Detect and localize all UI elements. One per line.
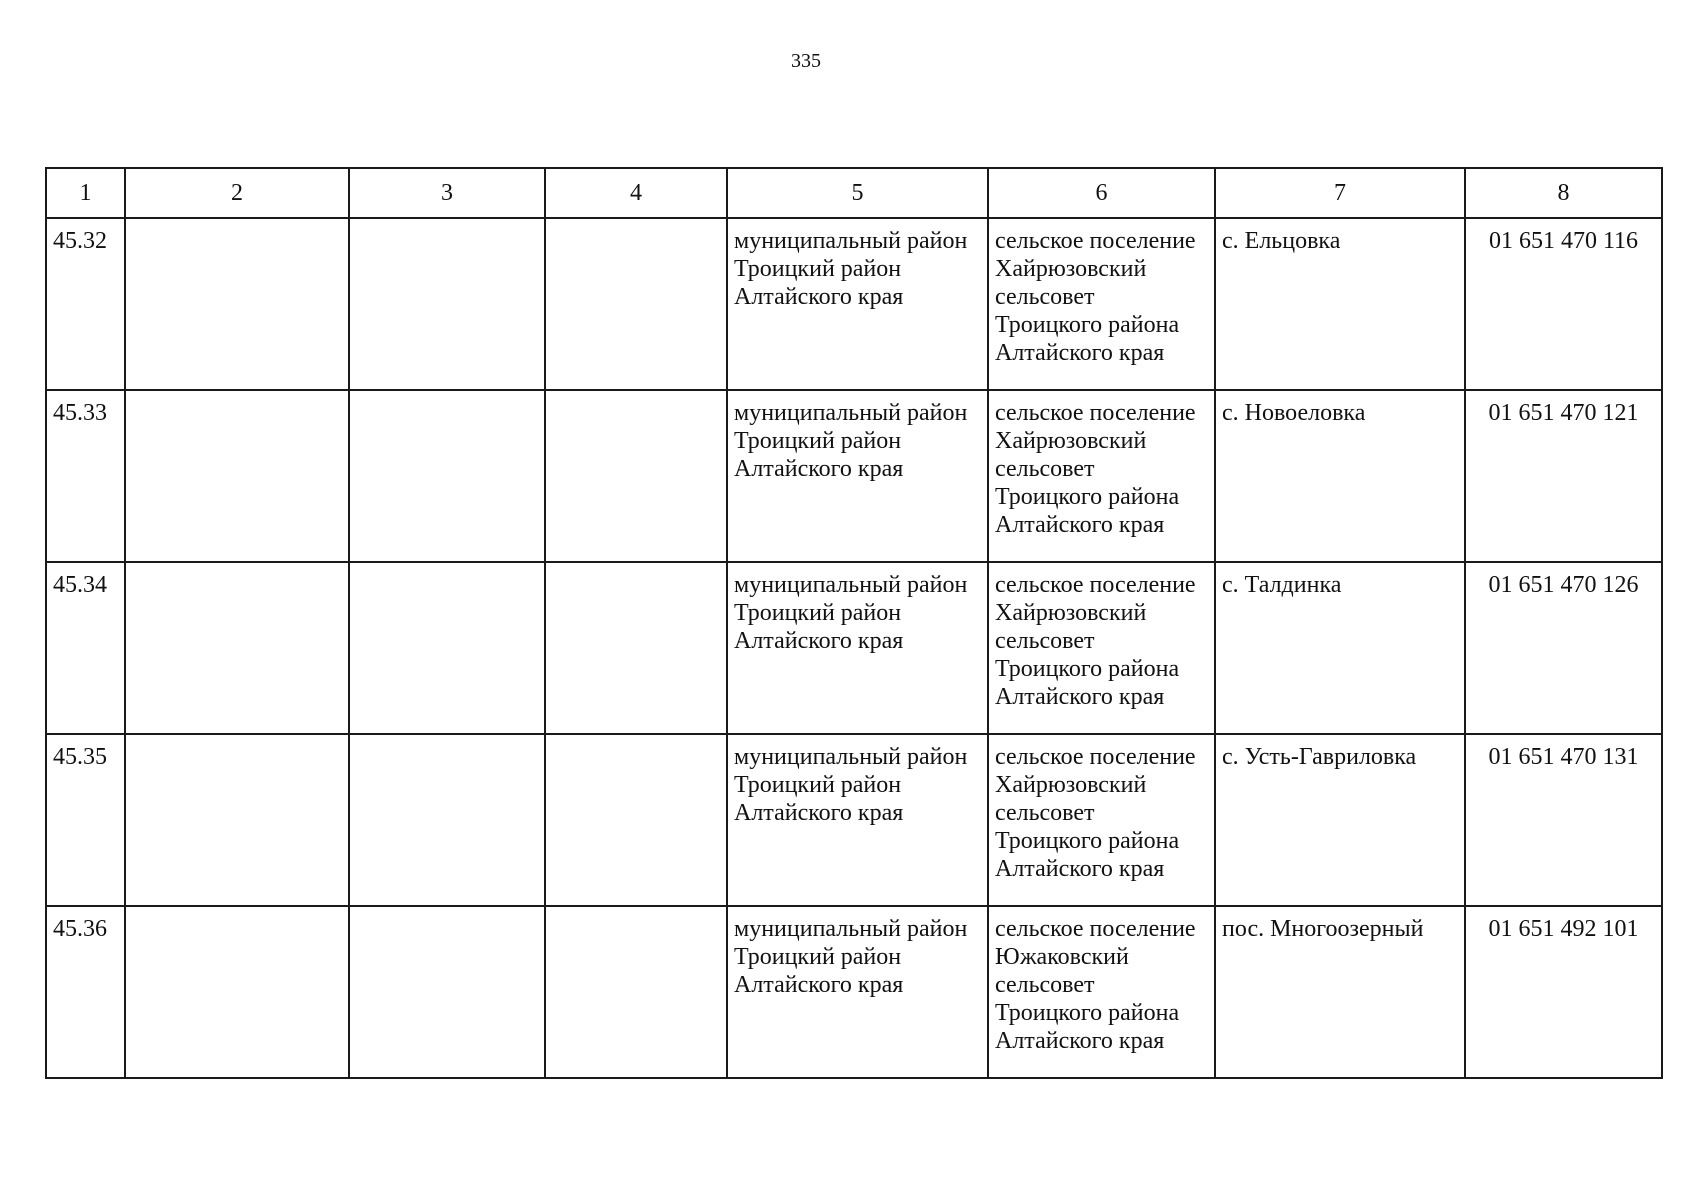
header-cell: 8 <box>1465 168 1662 218</box>
column-2-cell <box>125 906 349 1078</box>
column-2-cell <box>125 734 349 906</box>
oktmo-code: 01 651 470 126 <box>1488 572 1639 598</box>
header-cell: 3 <box>349 168 545 218</box>
oktmo-code: 01 651 470 131 <box>1488 744 1639 770</box>
row-number: 45.36 <box>53 916 107 942</box>
settlement-line: сельсовет <box>995 456 1095 482</box>
table-header <box>46 168 1662 218</box>
oktmo-code: 01 651 470 121 <box>1488 400 1639 426</box>
settlement-line: Троицкого района <box>995 1000 1180 1026</box>
settlement-line: сельское поселение <box>995 572 1196 598</box>
header-cell: 1 <box>46 168 125 218</box>
header-cell: 7 <box>1215 168 1465 218</box>
settlement-line: сельское поселение <box>995 744 1196 770</box>
settlement-line: Южаковский <box>995 944 1129 970</box>
district-line: муниципальный район <box>734 572 968 598</box>
district-line: муниципальный район <box>734 744 968 770</box>
settlement-cell <box>988 218 1215 390</box>
settlement-line: Алтайского края <box>995 340 1165 366</box>
column-3-cell <box>349 734 545 906</box>
code-cell <box>1465 906 1662 1078</box>
settlement-line: сельское поселение <box>995 228 1196 254</box>
settlement-line: Хайрюзовский <box>995 428 1147 454</box>
locality-cell <box>1215 562 1465 734</box>
settlement-line: Хайрюзовский <box>995 600 1147 626</box>
settlement-line: Алтайского края <box>995 1028 1165 1054</box>
code-cell <box>1465 562 1662 734</box>
locality-cell <box>1215 218 1465 390</box>
column-4-cell <box>545 906 727 1078</box>
settlement-line: Алтайского края <box>995 856 1165 882</box>
table-row <box>46 218 1662 390</box>
district-line: Алтайского края <box>734 800 904 826</box>
header-cell: 5 <box>727 168 988 218</box>
row-number: 45.35 <box>53 744 107 770</box>
column-2-cell <box>125 218 349 390</box>
district-line: муниципальный район <box>734 916 968 942</box>
settlement-cell <box>988 390 1215 562</box>
settlement-cell <box>988 562 1215 734</box>
settlement-line: Троицкого района <box>995 828 1180 854</box>
column-4-cell <box>545 734 727 906</box>
district-line: муниципальный район <box>734 228 968 254</box>
settlement-line: Алтайского края <box>995 512 1165 538</box>
table-row <box>46 390 1662 562</box>
settlement-cell <box>988 906 1215 1078</box>
district-line: Троицкий район <box>734 944 902 970</box>
code-cell <box>1465 734 1662 906</box>
settlement-line: сельское поселение <box>995 916 1196 942</box>
settlement-line: сельсовет <box>995 628 1095 654</box>
locality-name: пос. Многоозерный <box>1222 916 1424 942</box>
district-line: Алтайского края <box>734 456 904 482</box>
row-number-cell <box>46 562 125 734</box>
table-row <box>46 734 1662 906</box>
settlement-line: Хайрюзовский <box>995 772 1147 798</box>
settlement-line: Троицкого района <box>995 312 1180 338</box>
header-cell: 6 <box>988 168 1215 218</box>
settlement-line: сельсовет <box>995 800 1095 826</box>
district-cell <box>727 562 988 734</box>
locality-name: с. Новоеловка <box>1222 400 1366 426</box>
table-row <box>46 906 1662 1078</box>
settlement-line: Алтайского края <box>995 684 1165 710</box>
row-number-cell <box>46 734 125 906</box>
district-line: Троицкий район <box>734 772 902 798</box>
row-number-cell <box>46 906 125 1078</box>
column-4-cell <box>545 390 727 562</box>
column-4-cell <box>545 562 727 734</box>
locality-cell <box>1215 390 1465 562</box>
district-cell <box>727 390 988 562</box>
column-3-cell <box>349 218 545 390</box>
table-row <box>46 562 1662 734</box>
district-cell <box>727 218 988 390</box>
district-line: Троицкий район <box>734 256 902 282</box>
settlement-line: Хайрюзовский <box>995 256 1147 282</box>
header-cell: 4 <box>545 168 727 218</box>
header-cell: 2 <box>125 168 349 218</box>
locality-name: с. Талдинка <box>1222 572 1342 598</box>
oktmo-code: 01 651 492 101 <box>1488 916 1639 942</box>
column-2-cell <box>125 390 349 562</box>
district-line: Алтайского края <box>734 628 904 654</box>
page-number: 335 <box>791 50 821 72</box>
locality-cell <box>1215 734 1465 906</box>
district-cell <box>727 734 988 906</box>
table-body <box>46 218 1662 1078</box>
district-line: Алтайского края <box>734 972 904 998</box>
column-3-cell <box>349 562 545 734</box>
settlement-cell <box>988 734 1215 906</box>
row-number: 45.33 <box>53 400 107 426</box>
row-number-cell <box>46 390 125 562</box>
district-line: муниципальный район <box>734 400 968 426</box>
code-cell <box>1465 390 1662 562</box>
code-cell <box>1465 218 1662 390</box>
oktmo-code: 01 651 470 116 <box>1488 228 1639 254</box>
column-3-cell <box>349 906 545 1078</box>
settlement-line: сельское поселение <box>995 400 1196 426</box>
district-line: Алтайского края <box>734 284 904 310</box>
column-3-cell <box>349 390 545 562</box>
settlement-line: сельсовет <box>995 972 1095 998</box>
header-row <box>46 168 1662 218</box>
row-number: 45.32 <box>53 228 107 254</box>
locality-name: с. Усть-Гавриловка <box>1222 744 1417 770</box>
register-table <box>45 167 1663 1079</box>
locality-cell <box>1215 906 1465 1078</box>
settlement-line: Троицкого района <box>995 656 1180 682</box>
column-4-cell <box>545 218 727 390</box>
settlement-line: Троицкого района <box>995 484 1180 510</box>
column-2-cell <box>125 562 349 734</box>
row-number-cell <box>46 218 125 390</box>
district-line: Троицкий район <box>734 600 902 626</box>
row-number: 45.34 <box>53 572 107 598</box>
settlement-line: сельсовет <box>995 284 1095 310</box>
district-line: Троицкий район <box>734 428 902 454</box>
locality-name: с. Ельцовка <box>1222 228 1341 254</box>
district-cell <box>727 906 988 1078</box>
